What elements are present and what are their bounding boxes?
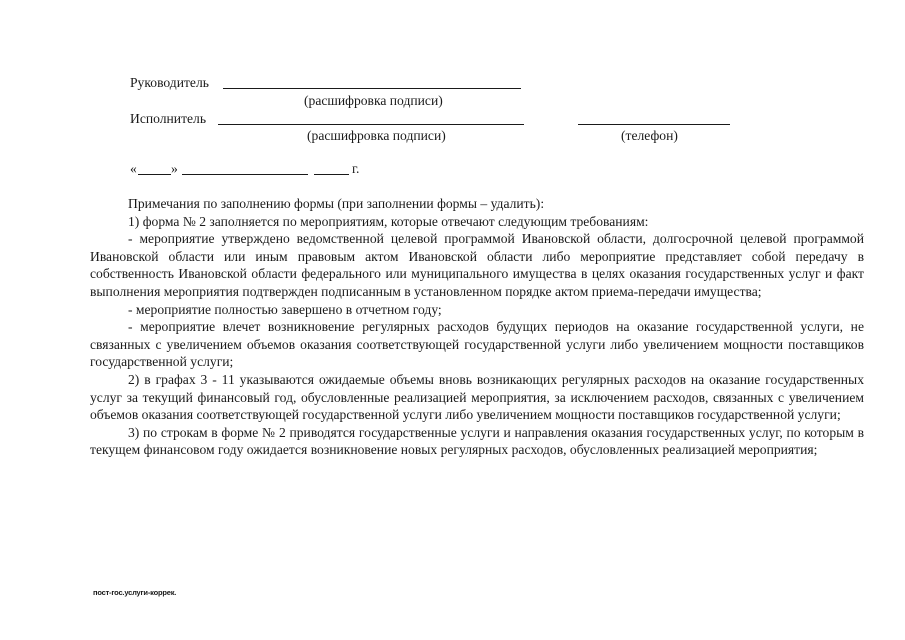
notes-item-1-bullet-2: - мероприятие полностью завершено в отчетном году; (128, 301, 442, 317)
file-label: пост-гос.услуги-коррек. (93, 588, 177, 597)
notes-title: Примечания по заполнению формы (при заполнении формы – удалить): (128, 196, 545, 211)
date-open-quote: « (130, 161, 137, 176)
executor-label: Исполнитель (130, 111, 207, 126)
phone-line (578, 124, 730, 125)
executor-signature-line (218, 124, 524, 125)
notes-item-2: 2) в графах 3 - 11 указываются ожидаемые объемы вновь возникающих регулярных расходов на оказание государственных услуг за текущий финансовый год, обусловленные реализацией мероприятия, за исключением расходов, связанных с увеличением объемов оказания соответствующей государственной услуги либо увеличением мощности поставщиков государственной услуги; (90, 371, 864, 423)
head-label: Руководитель (130, 75, 209, 90)
head-signature-line (223, 88, 521, 89)
date-close-quote: » (171, 161, 178, 176)
executor-decode-hint: (расшифровка подписи) (307, 128, 446, 143)
year-suffix: г. (352, 161, 360, 176)
notes-item-1-bullet-3: - мероприятие влечет возникновение регулярных расходов будущих периодов на оказание государственной услуги, не связанных с увеличением объемов оказания соответствующей государственной услуги либо увеличением мощности поставщиков государственной услуги; (90, 319, 864, 370)
date-month-line (182, 174, 308, 175)
notes-item-1-intro: 1) форма № 2 заполняется по мероприятиям, которые отвечают следующим требованиям: (128, 213, 649, 229)
notes-item-3: 3) по строкам в форме № 2 приводятся государственные услуги и направления оказания государственных услуг, по которым в текущем финансовом году ожидается возникновение новых регулярных расходов, обусловленных реализацией мероприятия; (90, 424, 864, 458)
head-decode-hint: (расшифровка подписи) (304, 93, 443, 108)
date-day-line (138, 174, 171, 175)
phone-hint: (телефон) (621, 128, 678, 143)
notes-section (90, 195, 864, 459)
date-year-line (314, 174, 349, 175)
notes-item-1-bullet-1: - мероприятие утверждено ведомственной целевой программой Ивановской области, долгосрочной целевой программой Ивановской области или иным правовым актом Ивановской области либо мероприятие представляет собой передачу в собственность Ивановской области федерального или муниципального имущества в целях оказания государственных услуг и факт выполнения мероприятия подтвержден подписанным в установленном порядке актом приема-передачи имущества; (90, 231, 864, 299)
